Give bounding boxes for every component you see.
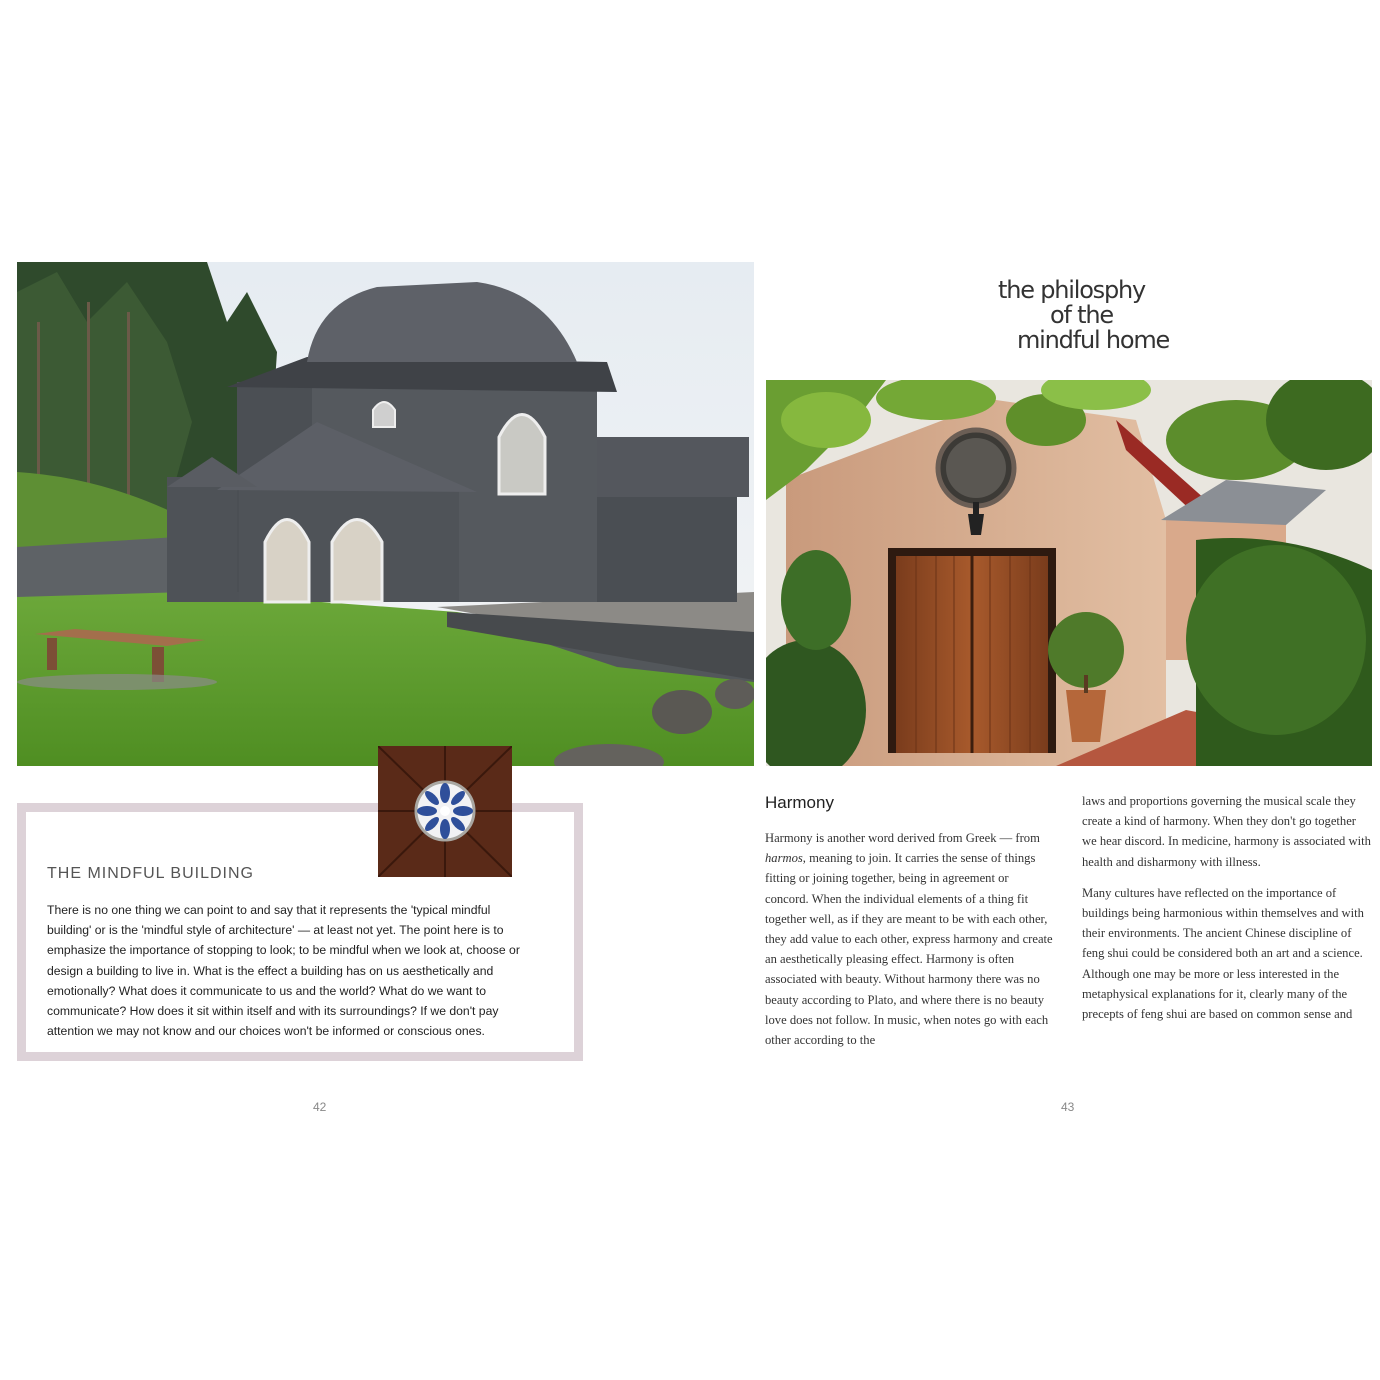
page-number-right: 43 xyxy=(1061,1100,1075,1114)
chapter-title-line-1: the philosphy xyxy=(998,276,1146,304)
col2-paragraph-2: Many cultures have reflected on the importance of buildings being harmonious within themselves and with their environments. The ancient Chinese discipline of feng shui could be considered both an art and a science. Although one may be more or less interested in the metaphysical explanations for it, clearly many of the precepts of feng shui are based on common sense and xyxy=(1082,885,1364,1022)
page-number-left: 42 xyxy=(313,1100,327,1114)
sidebar-heading: THE MINDFUL BUILDING xyxy=(47,865,254,882)
stone-chapel-photo xyxy=(17,262,754,766)
col1-text-before: Harmony is another word derived from Greek — from xyxy=(765,831,1040,845)
section-heading-harmony: Harmony xyxy=(765,793,834,812)
cottage-door-photo xyxy=(766,380,1372,766)
col2-paragraph-1: laws and proportions governing the musical scale they create a kind of harmony. When they don't go together we hear discord. In medicine, harmony is associated with health and disharmony with illness. xyxy=(1082,794,1371,869)
text-column-1 xyxy=(765,828,1055,1050)
sidebar-body-text: There is no one thing we can point to and say that it represents the 'typical mindful building' or is the 'mindful style of architecture' — at least not yet. The point here is to emphasize the importance of stopping to look; to be mindful when we look at, choose or design a building to live in. What is the effect a building has on us aesthetically and emotionally? What does it communicate to us and the world? What do we want to communicate? How does it sit within itself and with its surroundings? If we don't pay attention we may not know and our choices won't be informed or conscious ones. xyxy=(47,903,520,1039)
chapter-title-line-2: of the xyxy=(1050,301,1113,329)
chapter-title-line-3: mindful home xyxy=(1017,326,1170,354)
text-column-2 xyxy=(1082,791,1372,1024)
col1-text-after: , meaning to join. It carries the sense of things fitting or joining together, being in agreement or concord. When the individual elements of a thing fit together well, as if they are meant to be with each other, they add value to each other, express harmony and create an aesthetically pleasing effect. Harmony is often associated with beauty. Without harmony there was no beauty according to Plato, and where there is no beauty love does not follow. In music, when notes go with each other according to the xyxy=(765,851,1053,1048)
chapter-title xyxy=(998,278,1169,353)
rosette-window-photo xyxy=(378,746,512,877)
col1-emphasis: harmos xyxy=(765,851,803,866)
